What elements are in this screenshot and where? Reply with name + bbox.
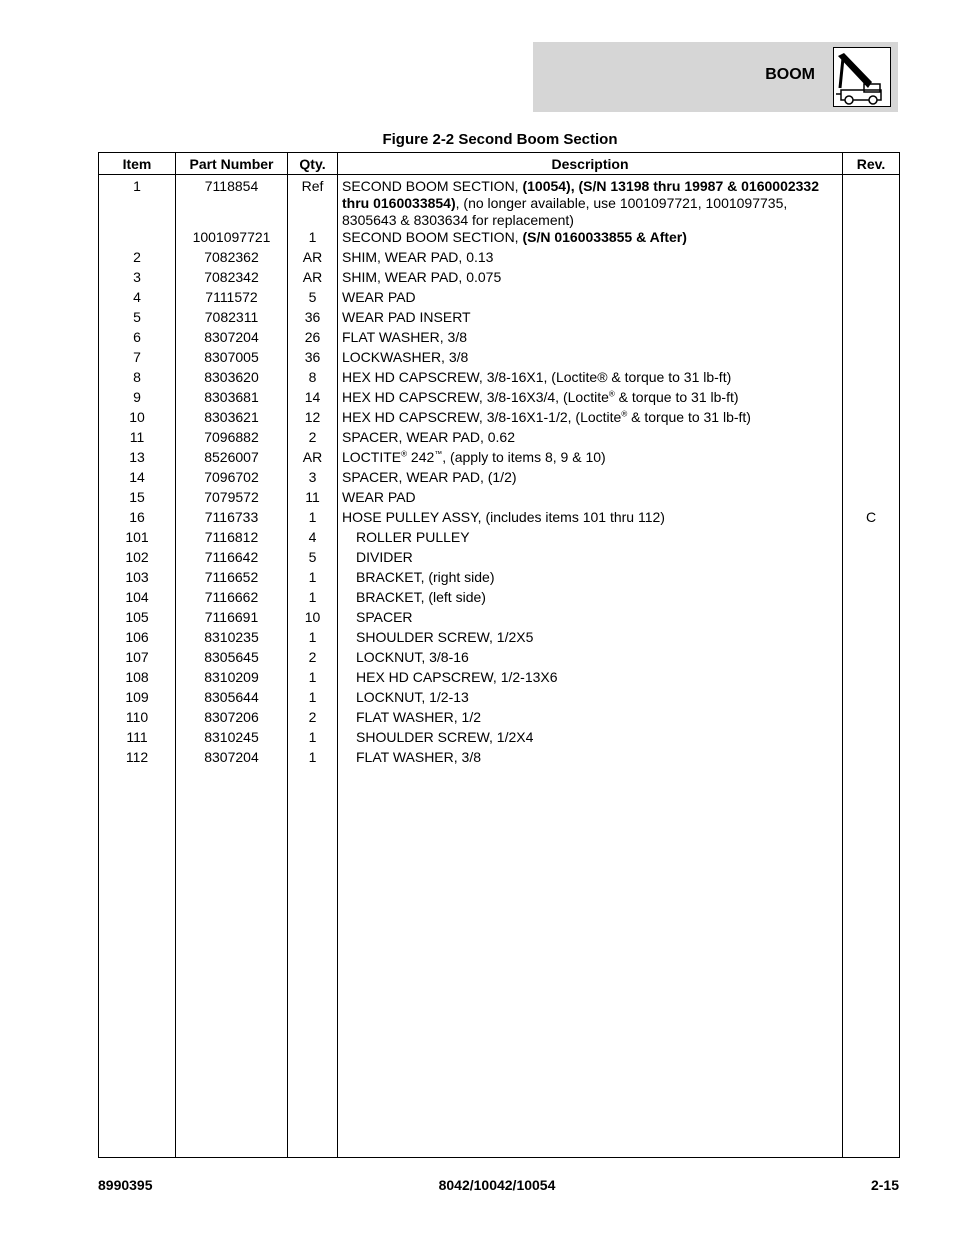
description-cell [338, 229, 843, 249]
filler-cell [99, 769, 176, 1158]
description-segment: SPACER [356, 609, 413, 625]
qty-cell: 5 [288, 549, 338, 569]
item-cell: 102 [99, 549, 176, 569]
rev-cell [843, 175, 900, 230]
table-row [99, 609, 900, 629]
item-cell [99, 229, 176, 249]
description-segment: SECOND BOOM SECTION, [342, 229, 523, 245]
part-number-cell: 8307204 [176, 329, 288, 349]
description-cell [338, 369, 843, 389]
item-cell: 8 [99, 369, 176, 389]
description-cell [338, 289, 843, 309]
description-segment: FLAT WASHER, 3/8 [356, 749, 481, 765]
footer-models-text: 8042/10042/10054 [438, 1177, 556, 1193]
filler-cell [338, 769, 843, 1158]
description-cell [338, 429, 843, 449]
item-cell: 9 [99, 389, 176, 409]
item-cell: 111 [99, 729, 176, 749]
table-row [99, 489, 900, 509]
part-number-cell: 7116662 [176, 589, 288, 609]
rev-cell [843, 549, 900, 569]
item-cell: 11 [99, 429, 176, 449]
description-segment: LOCTITE [342, 449, 402, 465]
table-row [99, 669, 900, 689]
rev-cell [843, 269, 900, 289]
description-segment: WEAR PAD INSERT [342, 309, 471, 325]
description-segment: ROLLER PULLEY [356, 529, 470, 545]
table-row [99, 409, 900, 429]
rev-cell [843, 409, 900, 429]
item-cell: 13 [99, 449, 176, 469]
qty-cell: AR [288, 449, 338, 469]
description-cell [338, 709, 843, 729]
rev-cell [843, 649, 900, 669]
rev-cell [843, 589, 900, 609]
description-segment: FLAT WASHER, 1/2 [356, 709, 481, 725]
part-number-cell: 8303620 [176, 369, 288, 389]
qty-cell: 1 [288, 589, 338, 609]
table-row [99, 509, 900, 529]
item-cell: 1 [99, 175, 176, 230]
item-cell: 14 [99, 469, 176, 489]
description-segment: WEAR PAD [342, 289, 416, 305]
description-segment: SPACER, WEAR PAD, 0.62 [342, 429, 515, 445]
rev-cell [843, 369, 900, 389]
qty-cell: 1 [288, 749, 338, 769]
rev-cell [843, 329, 900, 349]
part-number-cell: 7116812 [176, 529, 288, 549]
part-number-cell: 1001097721 [176, 229, 288, 249]
col-header-description: Description [338, 153, 843, 175]
description-segment: ® [401, 449, 408, 459]
rev-cell: C [843, 509, 900, 529]
description-cell [338, 175, 843, 230]
description-cell [338, 389, 843, 409]
col-header-rev: Rev. [843, 153, 900, 175]
qty-cell: 1 [288, 509, 338, 529]
rev-cell [843, 729, 900, 749]
description-segment: & torque to 31 lb-ft) [614, 389, 739, 405]
parts-table-body [99, 175, 900, 1158]
description-segment: DIVIDER [356, 549, 413, 565]
description-segment: HEX HD CAPSCREW, 3/8-16X3/4, (Loctite [342, 389, 609, 405]
table-row [99, 269, 900, 289]
part-number-cell: 8310235 [176, 629, 288, 649]
description-cell [338, 689, 843, 709]
qty-cell: 4 [288, 529, 338, 549]
table-row [99, 729, 900, 749]
description-cell [338, 329, 843, 349]
rev-cell [843, 349, 900, 369]
description-segment: SHIM, WEAR PAD, 0.13 [342, 249, 494, 265]
footer-page-number: 2-15 [870, 1177, 899, 1193]
table-row [99, 249, 900, 269]
part-number-cell: 7116691 [176, 609, 288, 629]
qty-cell: AR [288, 249, 338, 269]
description-segment: HOSE PULLEY ASSY, (includes items 101 thru 112) [342, 509, 665, 525]
description-segment: LOCKNUT, 1/2-13 [356, 689, 469, 705]
item-cell: 3 [99, 269, 176, 289]
rev-cell [843, 489, 900, 509]
description-cell [338, 549, 843, 569]
rev-cell [843, 389, 900, 409]
description-segment: WEAR PAD [342, 489, 416, 505]
description-segment: FLAT WASHER, 3/8 [342, 329, 467, 345]
description-segment: SHIM, WEAR PAD, 0.075 [342, 269, 502, 285]
part-number-cell: 7096702 [176, 469, 288, 489]
table-row [99, 529, 900, 549]
filler-cell [288, 769, 338, 1158]
description-segment: 242 [407, 449, 435, 465]
description-cell [338, 409, 843, 429]
table-row [99, 689, 900, 709]
description-segment: , (apply to items 8, 9 & 10) [442, 449, 606, 465]
description-cell [338, 609, 843, 629]
part-number-cell: 8303681 [176, 389, 288, 409]
part-number-cell: 8526007 [176, 449, 288, 469]
section-title: BOOM [765, 66, 815, 83]
part-number-cell: 8310209 [176, 669, 288, 689]
description-segment: BRACKET, (right side) [356, 569, 495, 585]
table-row [99, 289, 900, 309]
description-segment: SPACER, WEAR PAD, (1/2) [342, 469, 517, 485]
description-segment: HEX HD CAPSCREW, 3/8-16X1, (Loctite® & torque to 31 lb-ft) [342, 369, 732, 385]
item-cell: 106 [99, 629, 176, 649]
part-number-cell: 7116642 [176, 549, 288, 569]
rev-cell [843, 469, 900, 489]
part-number-cell: 7111572 [176, 289, 288, 309]
description-cell [338, 569, 843, 589]
rev-cell [843, 709, 900, 729]
col-header-item: Item [99, 153, 176, 175]
item-cell: 16 [99, 509, 176, 529]
table-row [99, 569, 900, 589]
qty-cell: 36 [288, 349, 338, 369]
table-row [99, 349, 900, 369]
description-segment: SECOND BOOM SECTION, [342, 178, 523, 194]
description-segment: LOCKWASHER, 3/8 [342, 349, 469, 365]
item-cell: 6 [99, 329, 176, 349]
boom-machine-icon [833, 47, 891, 107]
part-number-cell: 8305645 [176, 649, 288, 669]
description-cell [338, 489, 843, 509]
description-segment: HEX HD CAPSCREW, 3/8-16X1-1/2, (Loctite [342, 409, 622, 425]
description-segment: ® [621, 409, 628, 419]
qty-cell: 26 [288, 329, 338, 349]
item-cell: 101 [99, 529, 176, 549]
item-cell: 7 [99, 349, 176, 369]
rev-cell [843, 289, 900, 309]
item-cell: 4 [99, 289, 176, 309]
footer-models [0, 1177, 954, 1193]
table-row [99, 749, 900, 769]
qty-cell: 1 [288, 689, 338, 709]
rev-cell [843, 669, 900, 689]
qty-cell: 14 [288, 389, 338, 409]
description-segment: & torque to 31 lb-ft) [627, 409, 751, 425]
rev-cell [843, 749, 900, 769]
rev-cell [843, 689, 900, 709]
rev-cell [843, 229, 900, 249]
description-cell [338, 449, 843, 469]
qty-cell: 1 [288, 669, 338, 689]
table-row [99, 389, 900, 409]
qty-cell: 2 [288, 649, 338, 669]
filler-cell [843, 769, 900, 1158]
col-header-part-number: Part Number [176, 153, 288, 175]
col-header-qty: Qty. [288, 153, 338, 175]
item-cell: 108 [99, 669, 176, 689]
table-row [99, 649, 900, 669]
qty-cell: 12 [288, 409, 338, 429]
description-cell [338, 529, 843, 549]
qty-cell: AR [288, 269, 338, 289]
description-cell [338, 309, 843, 329]
part-number-cell: 7096882 [176, 429, 288, 449]
part-number-cell: 7079572 [176, 489, 288, 509]
rev-cell [843, 629, 900, 649]
rev-cell [843, 609, 900, 629]
item-cell: 110 [99, 709, 176, 729]
part-number-cell: 7082362 [176, 249, 288, 269]
qty-cell: 1 [288, 629, 338, 649]
figure-title-text: Figure 2-2 Second Boom Section [382, 131, 618, 148]
description-cell [338, 469, 843, 489]
parts-table [98, 152, 900, 1158]
qty-cell: Ref [288, 175, 338, 230]
rev-cell [843, 309, 900, 329]
description-cell [338, 349, 843, 369]
table-row [99, 549, 900, 569]
item-cell: 10 [99, 409, 176, 429]
part-number-cell: 7116733 [176, 509, 288, 529]
item-cell: 15 [99, 489, 176, 509]
description-cell [338, 249, 843, 269]
description-segment: ® [608, 389, 615, 399]
filler-cell [176, 769, 288, 1158]
description-cell [338, 589, 843, 609]
figure-title [0, 131, 954, 148]
description-segment: , (no longer available, use 1001097721, 1001097735, 8305643 & 8303634 for replacement) [342, 195, 788, 228]
item-cell: 2 [99, 249, 176, 269]
table-row [99, 329, 900, 349]
part-number-cell: 8307206 [176, 709, 288, 729]
description-segment: SHOULDER SCREW, 1/2X4 [356, 729, 534, 745]
part-number-cell: 8303621 [176, 409, 288, 429]
description-segment: ™ [434, 449, 443, 459]
item-cell: 109 [99, 689, 176, 709]
part-number-cell: 7082311 [176, 309, 288, 329]
part-number-cell: 7082342 [176, 269, 288, 289]
item-cell: 107 [99, 649, 176, 669]
table-row [99, 709, 900, 729]
item-cell: 5 [99, 309, 176, 329]
description-cell [338, 669, 843, 689]
part-number-cell: 8310245 [176, 729, 288, 749]
rev-cell [843, 429, 900, 449]
table-row [99, 449, 900, 469]
description-cell [338, 509, 843, 529]
description-cell [338, 729, 843, 749]
description-segment: LOCKNUT, 3/8-16 [356, 649, 469, 665]
qty-cell: 2 [288, 709, 338, 729]
item-cell: 112 [99, 749, 176, 769]
description-cell [338, 749, 843, 769]
item-cell: 105 [99, 609, 176, 629]
table-row [99, 369, 900, 389]
rev-cell [843, 529, 900, 549]
description-segment: (S/N 0160033855 & After) [522, 229, 687, 245]
qty-cell: 1 [288, 729, 338, 749]
description-segment: SHOULDER SCREW, 1/2X5 [356, 629, 534, 645]
table-row [99, 589, 900, 609]
part-number-cell: 7118854 [176, 175, 288, 230]
table-row [99, 229, 900, 249]
part-number-cell: 7116652 [176, 569, 288, 589]
qty-cell: 2 [288, 429, 338, 449]
qty-cell: 3 [288, 469, 338, 489]
part-number-cell: 8307204 [176, 749, 288, 769]
table-row [99, 469, 900, 489]
table-row [99, 175, 900, 230]
part-number-cell: 8305644 [176, 689, 288, 709]
description-cell [338, 649, 843, 669]
table-row [99, 429, 900, 449]
item-cell: 104 [99, 589, 176, 609]
item-cell: 103 [99, 569, 176, 589]
table-row [99, 629, 900, 649]
description-cell [338, 629, 843, 649]
description-segment: BRACKET, (left side) [356, 589, 486, 605]
footer-manual-number: 8990395 [98, 1177, 153, 1193]
qty-cell: 1 [288, 569, 338, 589]
qty-cell: 5 [288, 289, 338, 309]
description-segment: (10054), (S/N 13198 thru 19987 & 0160002332 thru 0160033854) [342, 178, 819, 211]
filler-row [99, 769, 900, 1158]
rev-cell [843, 569, 900, 589]
rev-cell [843, 249, 900, 269]
qty-cell: 11 [288, 489, 338, 509]
description-cell [338, 269, 843, 289]
qty-cell: 8 [288, 369, 338, 389]
qty-cell: 1 [288, 229, 338, 249]
description-segment: HEX HD CAPSCREW, 1/2-13X6 [356, 669, 558, 685]
table-row [99, 309, 900, 329]
qty-cell: 36 [288, 309, 338, 329]
rev-cell [843, 449, 900, 469]
section-header-tab [533, 42, 898, 112]
part-number-cell: 8307005 [176, 349, 288, 369]
qty-cell: 10 [288, 609, 338, 629]
table-header-row [99, 153, 900, 175]
